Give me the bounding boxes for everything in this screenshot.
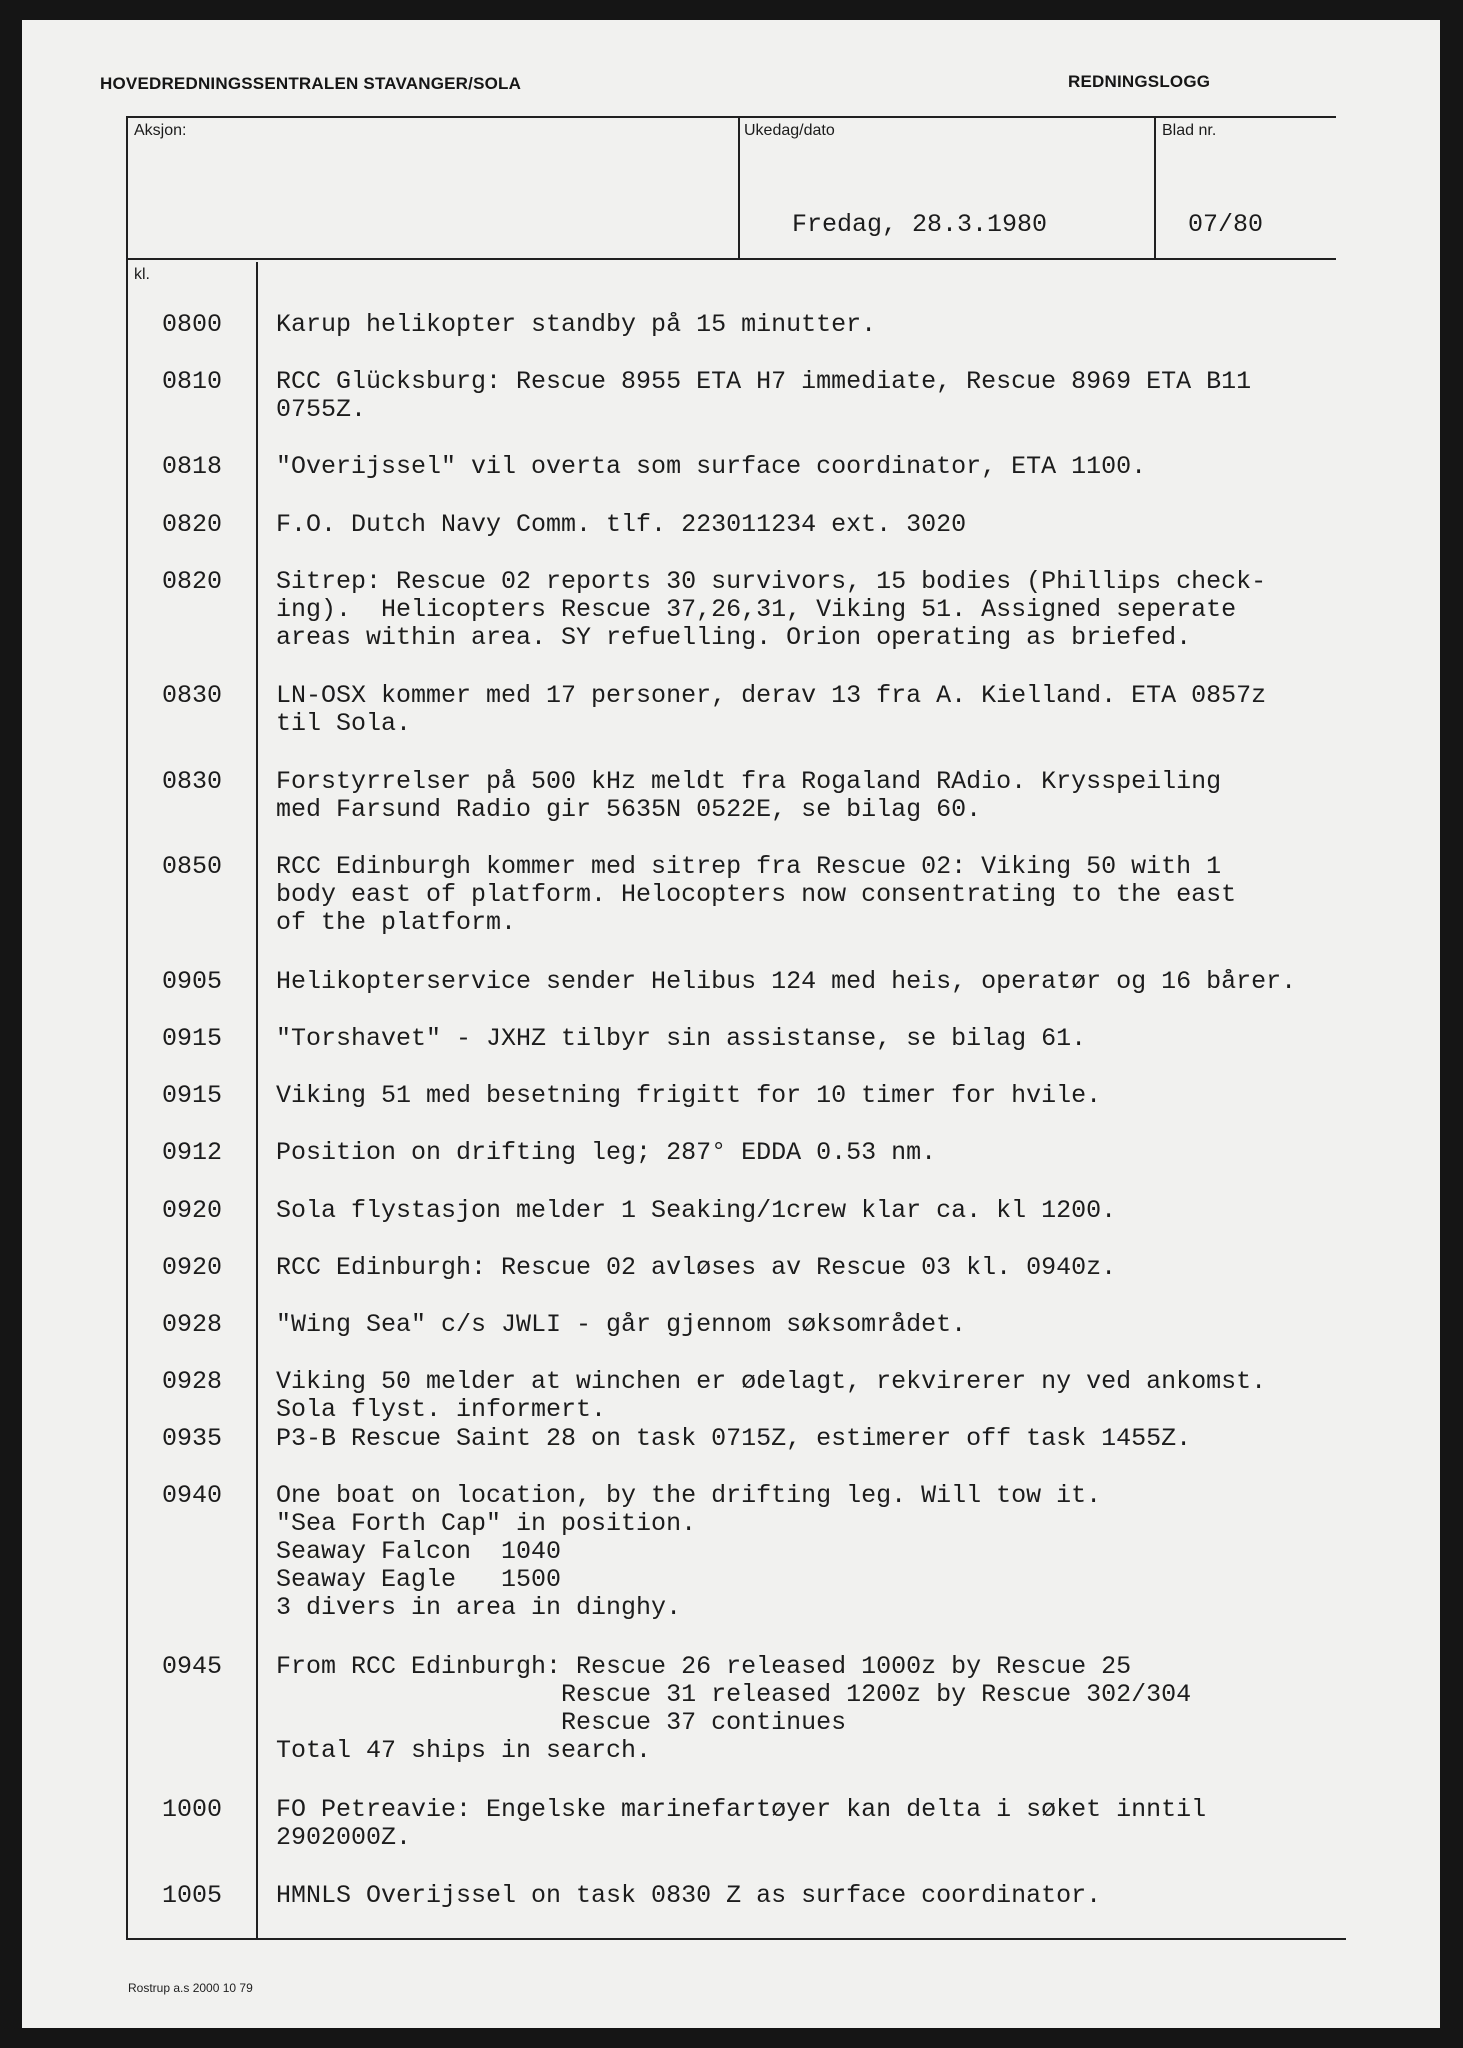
entry-text: LN-OSX kommer med 17 personer, derav 13 fra A. Kielland. ETA 0857z til Sola. (276, 681, 1267, 738)
entry-text: Position on drifting leg; 287° EDDA 0.53 nm. (276, 1138, 937, 1167)
entry-time: 0905 (161, 967, 222, 996)
entry-time: 0928 (161, 1367, 222, 1396)
entry-text: Karup helikopter standby på 15 minutter. (276, 310, 877, 339)
entry-time: 0912 (161, 1138, 222, 1167)
entry-time: 0920 (161, 1196, 222, 1225)
entry-time: 1005 (161, 1881, 222, 1910)
blad-value: 07/80 (1188, 210, 1264, 239)
printer-footer: Rostrup a.s 2000 10 79 (128, 1981, 253, 1995)
entry-time: 0935 (161, 1424, 222, 1453)
entry-time: 1000 (161, 1795, 222, 1824)
entry-text: Viking 51 med besetning frigitt for 10 timer for hvile. (276, 1081, 1102, 1110)
entry-text: "Overijssel" vil overta som surface coordinator, ETA 1100. (276, 452, 1147, 481)
entry-text: Viking 50 melder at winchen er ødelagt, rekvirerer ny ved ankomst. Sola flyst. informert. (276, 1367, 1267, 1424)
header-divider-2 (1154, 116, 1156, 260)
entry-time: 0945 (161, 1652, 222, 1681)
entry-text: One boat on location, by the drifting leg. Will tow it. "Sea Forth Cap" in position. Seaway Falcon 1040 Seaway Eagle 1500 3 divers in area in dinghy. (276, 1481, 1102, 1622)
kl-label: kl. (134, 266, 150, 283)
entry-time: 0800 (161, 310, 222, 339)
entry-text: Sola flystasjon melder 1 Seaking/1crew klar ca. kl 1200. (276, 1196, 1117, 1225)
entry-time: 0830 (161, 681, 222, 710)
entry-time: 0850 (161, 852, 222, 881)
org-name: HOVEDREDNINGSSENTRALEN STAVANGER/SOLA (100, 74, 522, 93)
entry-text: From RCC Edinburgh: Rescue 26 released 1000z by Rescue 25 Rescue 31 released 1200z by Rescue 302/304 Rescue 37 continues Total 47 ships in search. (276, 1652, 1192, 1765)
entry-text: RCC Glücksburg: Rescue 8955 ETA H7 immediate, Rescue 8969 ETA B11 0755Z. (276, 367, 1252, 424)
entry-text: "Wing Sea" c/s JWLI - går gjennom søksområdet. (276, 1310, 967, 1339)
aksjon-label: Aksjon: (134, 122, 187, 139)
time-column-divider (256, 262, 258, 1940)
entry-text: RCC Edinburgh kommer med sitrep fra Rescue 02: Viking 50 with 1 body east of platform. Helocopters now consentrating to the east of the platform. (276, 852, 1237, 937)
entry-text: FO Petreavie: Engelske marinefartøyer kan delta i søket inntil 2902000Z. (276, 1795, 1207, 1852)
log-bottom-rule (126, 1938, 1346, 1940)
entry-time: 0820 (161, 567, 222, 596)
entry-text: P3-B Rescue Saint 28 on task 0715Z, estimerer off task 1455Z. (276, 1424, 1192, 1453)
header-divider-1 (738, 116, 740, 260)
entry-text: Sitrep: Rescue 02 reports 30 survivors, 15 bodies (Phillips check- ing). Helicopters Rescue 37,26,31, Viking 51. Assigned seperate areas within area. SY refuelling. Orion operating as briefed. (276, 567, 1267, 652)
entry-time: 0818 (161, 452, 222, 481)
entry-text: HMNLS Overijssel on task 0830 Z as surface coordinator. (276, 1881, 1102, 1910)
entry-time: 0940 (161, 1481, 222, 1510)
entry-time: 0915 (161, 1024, 222, 1053)
entry-text: Helikopterservice sender Helibus 124 med heis, operatør og 16 bårer. (276, 967, 1297, 996)
ukedag-label: Ukedag/dato (744, 122, 835, 139)
blad-label: Blad nr. (1162, 122, 1217, 139)
entry-time: 0920 (161, 1253, 222, 1282)
entry-time: 0915 (161, 1081, 222, 1110)
form-type: REDNINGSLOGG (1068, 72, 1211, 91)
entry-time: 0830 (161, 767, 222, 796)
entry-text: F.O. Dutch Navy Comm. tlf. 223011234 ext. 3020 (276, 510, 967, 539)
entry-text: Forstyrrelser på 500 kHz meldt fra Rogaland RAdio. Krysspeiling med Farsund Radio gir 5635N 0522E, se bilag 60. (276, 767, 1222, 824)
header-left-border (126, 116, 128, 260)
entry-time: 0820 (161, 510, 222, 539)
entry-text: RCC Edinburgh: Rescue 02 avløses av Rescue 03 kl. 0940z. (276, 1253, 1117, 1282)
entry-time: 0810 (161, 367, 222, 396)
ukedag-value: Fredag, 28.3.1980 (792, 210, 1048, 239)
entry-text: "Torshavet" - JXHZ tilbyr sin assistanse, se bilag 61. (276, 1024, 1087, 1053)
entry-time: 0928 (161, 1310, 222, 1339)
